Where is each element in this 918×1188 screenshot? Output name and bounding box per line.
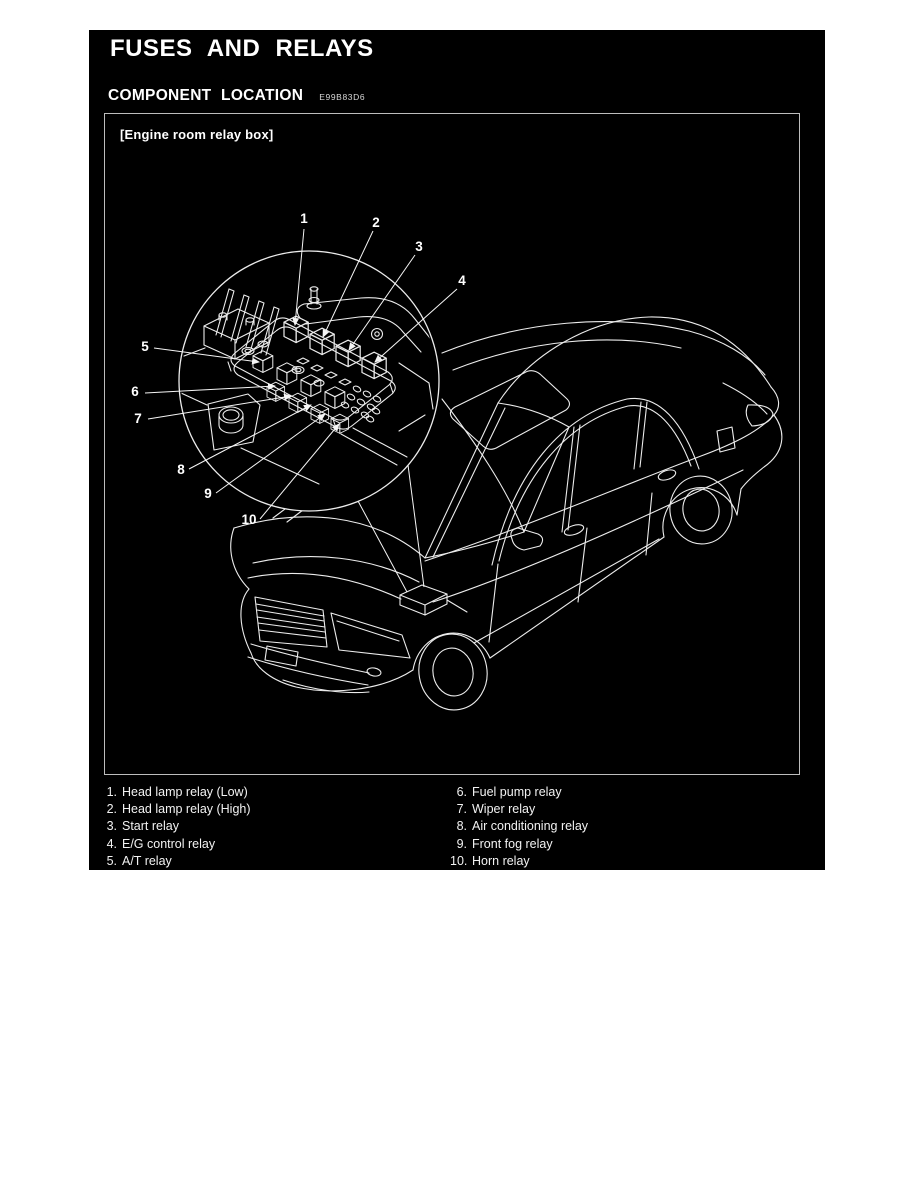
headlamp <box>331 613 410 658</box>
callout-number: 3 <box>415 239 423 254</box>
legend-item-label: Start relay <box>122 819 179 834</box>
legend-item-number: 8. <box>456 819 467 834</box>
page-title: FUSES AND RELAYS <box>110 35 374 62</box>
legend-item-number: 2. <box>106 802 117 817</box>
legend-item-label: Head lamp relay (High) <box>122 802 251 817</box>
legend-item-number: 7. <box>456 802 467 817</box>
legend-item <box>450 802 588 819</box>
content-panel <box>89 30 825 870</box>
legend-item <box>450 854 588 871</box>
section-header <box>108 87 365 105</box>
section-code: E99B83D6 <box>319 92 366 102</box>
grille <box>255 597 327 647</box>
legend-item <box>450 837 588 854</box>
callout-number: 9 <box>204 486 212 501</box>
legend-left-column <box>105 785 251 871</box>
relay-box-location-marker <box>400 585 467 615</box>
diagram-frame <box>104 113 800 775</box>
legend-item-number: 4. <box>106 836 117 851</box>
callout-number: 2 <box>372 215 380 230</box>
legend-item-label: Horn relay <box>472 853 530 868</box>
legend-item <box>105 785 251 802</box>
callout-number: 4 <box>458 273 466 288</box>
legend-item-label: Fuel pump relay <box>472 785 562 799</box>
legend-item-label: Front fog relay <box>472 836 553 851</box>
magnifier-circle <box>179 251 439 511</box>
callout-number: 10 <box>241 512 257 527</box>
legend-item <box>105 837 251 854</box>
legend-item <box>105 802 251 819</box>
callout-number: 5 <box>141 339 149 354</box>
legend-item-number: 5. <box>106 853 117 868</box>
legend-item-number: 10. <box>450 853 468 868</box>
legend-item-number: 1. <box>106 785 117 799</box>
legend-item-number: 6. <box>456 785 467 799</box>
legend-item <box>450 785 588 802</box>
legend-item <box>105 854 251 871</box>
legend-item <box>105 819 251 836</box>
legend-item-label: A/T relay <box>122 853 172 868</box>
diagram-caption: [Engine room relay box] <box>120 127 274 142</box>
legend-item <box>450 819 588 836</box>
component-location-illustration <box>105 114 801 776</box>
callout-number: 6 <box>131 384 139 399</box>
callout-number: 1 <box>300 211 308 226</box>
legend-item-label: Head lamp relay (Low) <box>122 785 248 799</box>
legend-right-column <box>450 785 588 871</box>
callout-number: 8 <box>177 462 185 477</box>
legend-item-label: Wiper relay <box>472 802 536 817</box>
legend-item-label: E/G control relay <box>122 836 216 851</box>
callout-number: 7 <box>134 411 142 426</box>
legend-item-number: 9. <box>456 836 467 851</box>
legend-item-label: Air conditioning relay <box>472 819 589 834</box>
legend-item-number: 3. <box>106 819 117 834</box>
section-title: COMPONENT LOCATION <box>108 87 304 104</box>
